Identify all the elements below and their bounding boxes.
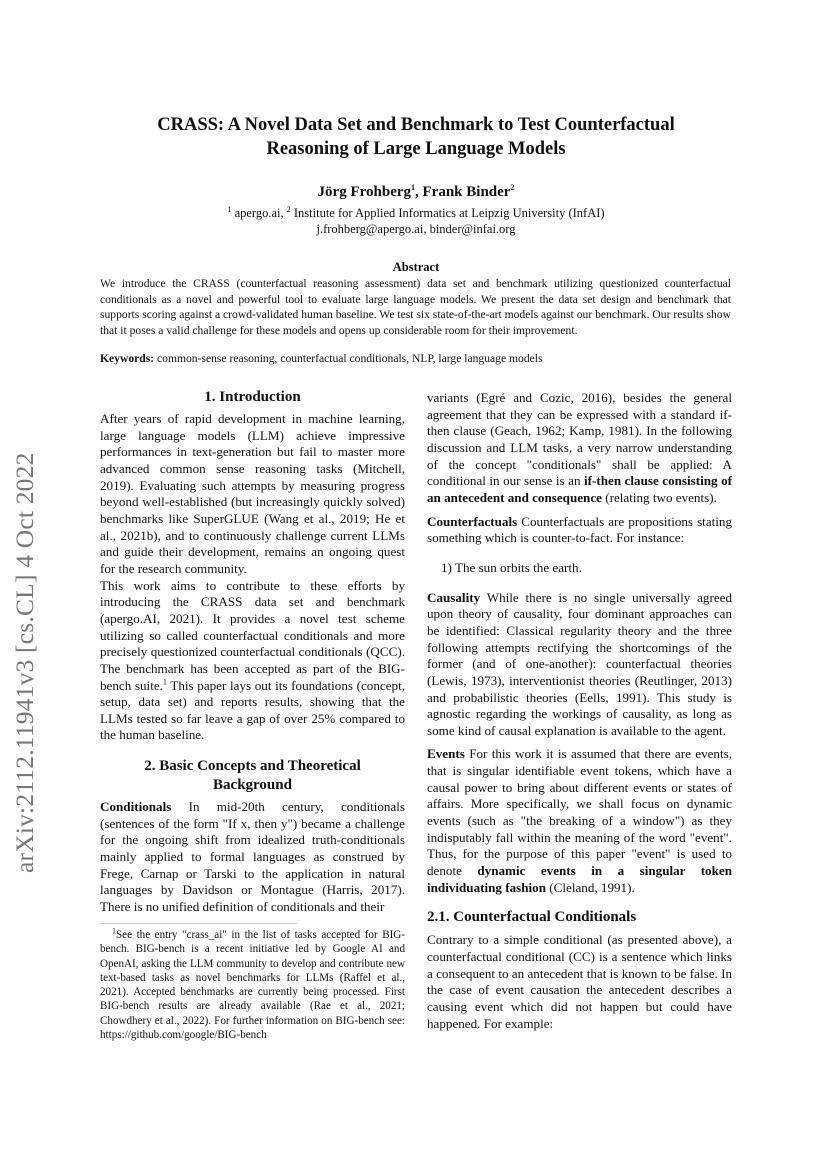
author-2-mark: 2 <box>510 183 515 192</box>
events-lead: Events <box>427 746 465 762</box>
section-1-heading: 1. Introduction <box>204 389 301 405</box>
conditionals-text: In mid-20th century, conditionals (sentences of the form "If x, then y") became a challenge for the ongoing shift from idealized truth-conditionals mainly applied to formal languages as construed by Frege, Carnap or Tarski to the application in natural languages by Davidson or Montague (Harris, 2017). There is no unified definition of conditionals and their <box>100 799 405 915</box>
keywords-label: Keywords: <box>100 352 155 365</box>
variants-text: variants (Egré and Cozic, 2016), besides the general agreement that they can be expressed with a standard if-then clause (Geach, 1962; Kamp, 1981). In the following discussion and LLM tasks, a very narrow understanding of the concept "conditionals" shall be applied: A conditional in our sense is an <box>427 390 732 489</box>
intro-p2-text-b: This paper lays out its foundations (concept, setup, data set) and reports results, showing that the LLMs tested so far leave a gap of over 25% compared to the human baseline. <box>100 677 405 743</box>
keywords <box>100 351 731 366</box>
section-2-heading-line-1: 2. Basic Concepts and Theoretical <box>144 758 361 775</box>
events-tail: (Cleland, 1991). <box>546 879 635 895</box>
counterfactuals-paragraph <box>427 514 732 547</box>
conditionals-lead: Conditionals <box>100 799 172 815</box>
affil-mark-2: 2 <box>286 204 291 214</box>
variants-paragraph <box>427 390 732 507</box>
footnote-1-text: See the entry "crass_ai" in the list of tasks accepted for BIG-bench. BIG-bench is a recent initiative led by Google AI and OpenAI, asking the LLM community to develop and contribute new text-based tasks as novel benchmarks for LLMs (Raffel et al., 2021). Accepted benchmarks are currently being processed. First BIG-bench results are already available (Rae et al., 2021; Chowdhery et al., 2022). For further information on BIG-bench see: https://github.com/google/BIG-bench <box>100 929 405 1042</box>
abstract-heading: Abstract <box>392 260 440 274</box>
footnote-1-mark: 1 <box>112 926 116 936</box>
intro-paragraph-1: After years of rapid development in machine learning, large language models (LLM) achieve impressive performances in text-generation but fail to master more advanced common sense reasoning tasks (Mitchell, 2019). Evaluating such attempts by measuring progress beyond well-established (but increasingly quickly solved) benchmarks like SuperGLUE (Wang et al., 2019; He et al., 2021b), and to continuously challenge current LLMs and guide their development, remains an ongoing quest for the research community. <box>100 411 405 576</box>
author-2: Frank Binder <box>422 184 511 200</box>
events-text: For this work it is assumed that there are events, that is singular identifiable event tokens, which have a causal power to bring about different events or states of affairs. More specifically, we shall focus on dynamic events (such as "the breaking of a window") as they indisputably fall within the meaning of the word "event". Thus, for the purpose of this paper "event" is used to denote <box>427 746 732 879</box>
example-1: 1) The sun orbits the earth. <box>441 559 582 575</box>
counterfactuals-text: Counterfactuals are propositions stating something which is counter-to-fact. For instance: <box>427 513 732 546</box>
footnote-1 <box>100 928 405 1042</box>
events-bold: dynamic events in a singular token individuating fashion <box>427 863 732 895</box>
abstract-text: We introduce the CRASS (counterfactual reasoning assessment) data set and benchmark utilizing questionized counterfactual conditionals as a novel and powerful tool to evaluate large language models. We present the data set design and benchmark that supports scoring against a crowd-validated human baseline. We test six state-of-the-art models against our benchmark. Our results show that it poses a valid challenge for these models and opens up considerable room for their improvement. <box>100 277 731 337</box>
title-line-1: CRASS: A Novel Data Set and Benchmark to Test Counterfactual <box>157 115 675 135</box>
variants-tail: (relating two events). <box>601 489 717 505</box>
intro-p2-text-a: This work aims to contribute to these efforts by introducing the CRASS data set and benchmark (apergo.AI, 2021). It provides a novel test scheme utilizing so called counterfactual conditionals and more precisely questionized counterfactual conditionals (QCC). The benchmark has been accepted as part of the BIG-bench suite. <box>100 577 405 693</box>
affiliations <box>100 205 732 237</box>
affil-mark-1: 1 <box>227 204 232 214</box>
subsection-2-1-heading: 2.1. Counterfactual Conditionals <box>427 909 637 926</box>
keywords-text: common-sense reasoning, counterfactual conditionals, NLP, large language models <box>154 352 543 365</box>
left-column <box>100 388 405 916</box>
footnote-divider <box>100 923 297 924</box>
events-paragraph <box>427 746 732 896</box>
counterfactuals-lead: Counterfactuals <box>427 513 518 529</box>
affiliation-2: Institute for Applied Informatics at Leipzig University (InfAI) <box>290 206 605 220</box>
causality-paragraph <box>427 590 732 740</box>
causality-lead: Causality <box>427 589 481 605</box>
causality-text: While there is no single universally agreed upon theory of causality, four dominant approaches can be identified: Classical regularity theory and the three following attempts rectifying the shortcomings of the former (and of one-another): counterfactual theories (Lewis, 1973), interventionist theories (Reutlinger, 2013) and probabilistic theories (Eells, 1991). This study is agnostic regarding the workings of causality, as long as some kind of causal explanation is available to the agent. <box>427 589 732 738</box>
title-line-2: Reasoning of Large Language Models <box>266 139 566 159</box>
author-list <box>100 184 732 201</box>
arxiv-identifier: arXiv:2112.11941v3 [cs.CL] 4 Oct 2022 <box>10 452 39 873</box>
conditionals-paragraph <box>100 799 405 916</box>
right-column <box>427 390 732 1032</box>
intro-paragraph-2 <box>100 578 405 745</box>
author-separator: , <box>415 184 423 200</box>
counterfactual-conditionals-paragraph: Contrary to a simple conditional (as presented above), a counterfactual conditional (CC) is a sentence which links a consequent to an antecedent that is known to be false. In the case of event causation the antecedent describes a causing event which did not happen but could have happened. For example: <box>427 932 732 1031</box>
section-2-heading <box>100 757 405 795</box>
author-1: Jörg Frohberg <box>317 184 412 200</box>
paper-title <box>100 113 732 161</box>
footnote-ref-1: 1 <box>162 677 167 687</box>
author-emails: j.frohberg@apergo.ai, binder@infai.org <box>316 222 516 236</box>
author-1-mark: 1 <box>411 183 416 192</box>
section-2-heading-line-2: Background <box>213 777 292 794</box>
variants-bold: if-then clause consisting of an antecedent and consequence <box>427 473 732 505</box>
affiliation-1: apergo.ai, <box>231 206 287 220</box>
